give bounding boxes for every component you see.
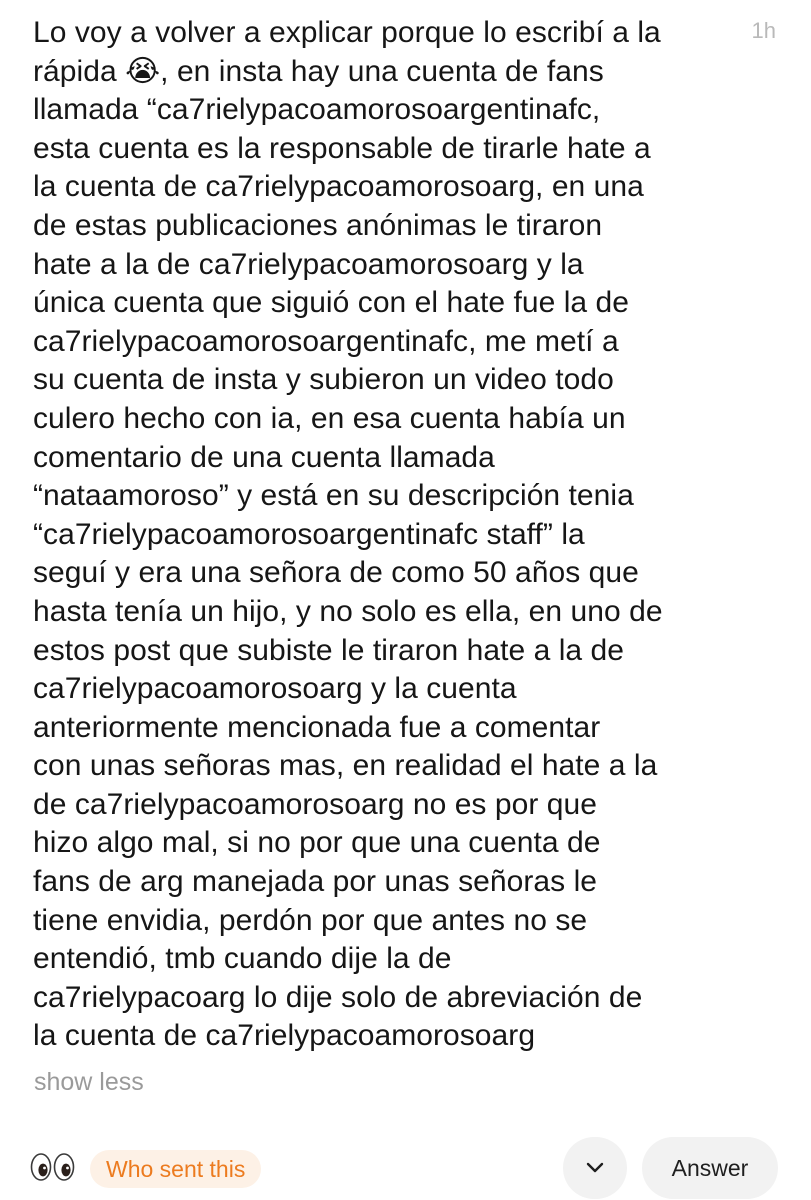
message-line: seguí y era una señora de como 50 años que (33, 556, 639, 590)
chevron-down-icon (585, 1159, 605, 1177)
message-line: “nataamoroso” y está en su descripción tenia (33, 479, 634, 513)
message-line: Lo voy a volver a explicar porque lo escribí a la (33, 16, 661, 49)
message-line: hate a la de ca7rielypacoamorosoarg y la (33, 247, 584, 281)
message-line: ca7rielypacoamorosoarg y la cuenta (33, 672, 517, 706)
message-line: su cuenta de insta y subieron un video todo (33, 363, 614, 397)
timestamp: 1h (751, 18, 776, 43)
answer-button[interactable]: Answer (642, 1137, 778, 1199)
message-line: “ca7rielypacoamorosoargentinafc staff” la (33, 517, 585, 551)
message-line: ca7rielypacoamorosoargentinafc, me metí a (33, 324, 619, 358)
message-line: esta cuenta es la responsable de tirarle hate a (33, 131, 651, 165)
show-less-link[interactable]: show less (34, 1068, 144, 1096)
message-line: anteriormente mencionada fue a comentar (33, 710, 601, 744)
message-line: llamada “ca7rielypacoamorosoargentinafc, (33, 93, 601, 127)
message-line: hasta tenía un hijo, y no solo es ella, en uno de (33, 594, 663, 628)
message-line: de estas publicaciones anónimas le tiraron (33, 208, 603, 242)
message-line: hizo algo mal, si no por que una cuenta de (33, 826, 601, 860)
message-line: la cuenta de ca7rielypacoamorosoarg (33, 1019, 536, 1053)
message-line: culero hecho con ia, en esa cuenta había un (33, 401, 626, 435)
message-line: única cuenta que siguió con el hate fue la de (33, 286, 630, 320)
message-body (33, 14, 733, 1056)
eyes-icon (30, 1152, 76, 1182)
message-line: entendió, tmb cuando dije la de (33, 942, 452, 976)
message-line: de ca7rielypacoamorosoarg no es por que (33, 787, 597, 821)
message-line: con unas señoras mas, en realidad el hate a la (33, 749, 658, 783)
message-line: comentario de una cuenta llamada (33, 440, 495, 474)
message-line: estos post que subiste le tiraron hate a la de (33, 633, 625, 667)
action-bar (0, 1132, 811, 1200)
message-line: la cuenta de ca7rielypacoamorosoarg, en una (33, 170, 644, 204)
message-line: tiene envidia, perdón por que antes no se (33, 903, 588, 937)
message-line: rápida 😭, en insta hay una cuenta de fans (33, 54, 604, 88)
who-sent-this-button[interactable]: Who sent this (90, 1150, 261, 1188)
message-line: fans de arg manejada por unas señoras le (33, 865, 598, 899)
message-line: ca7rielypacoarg lo dije solo de abreviación de (33, 980, 643, 1014)
expand-button[interactable] (563, 1137, 627, 1199)
